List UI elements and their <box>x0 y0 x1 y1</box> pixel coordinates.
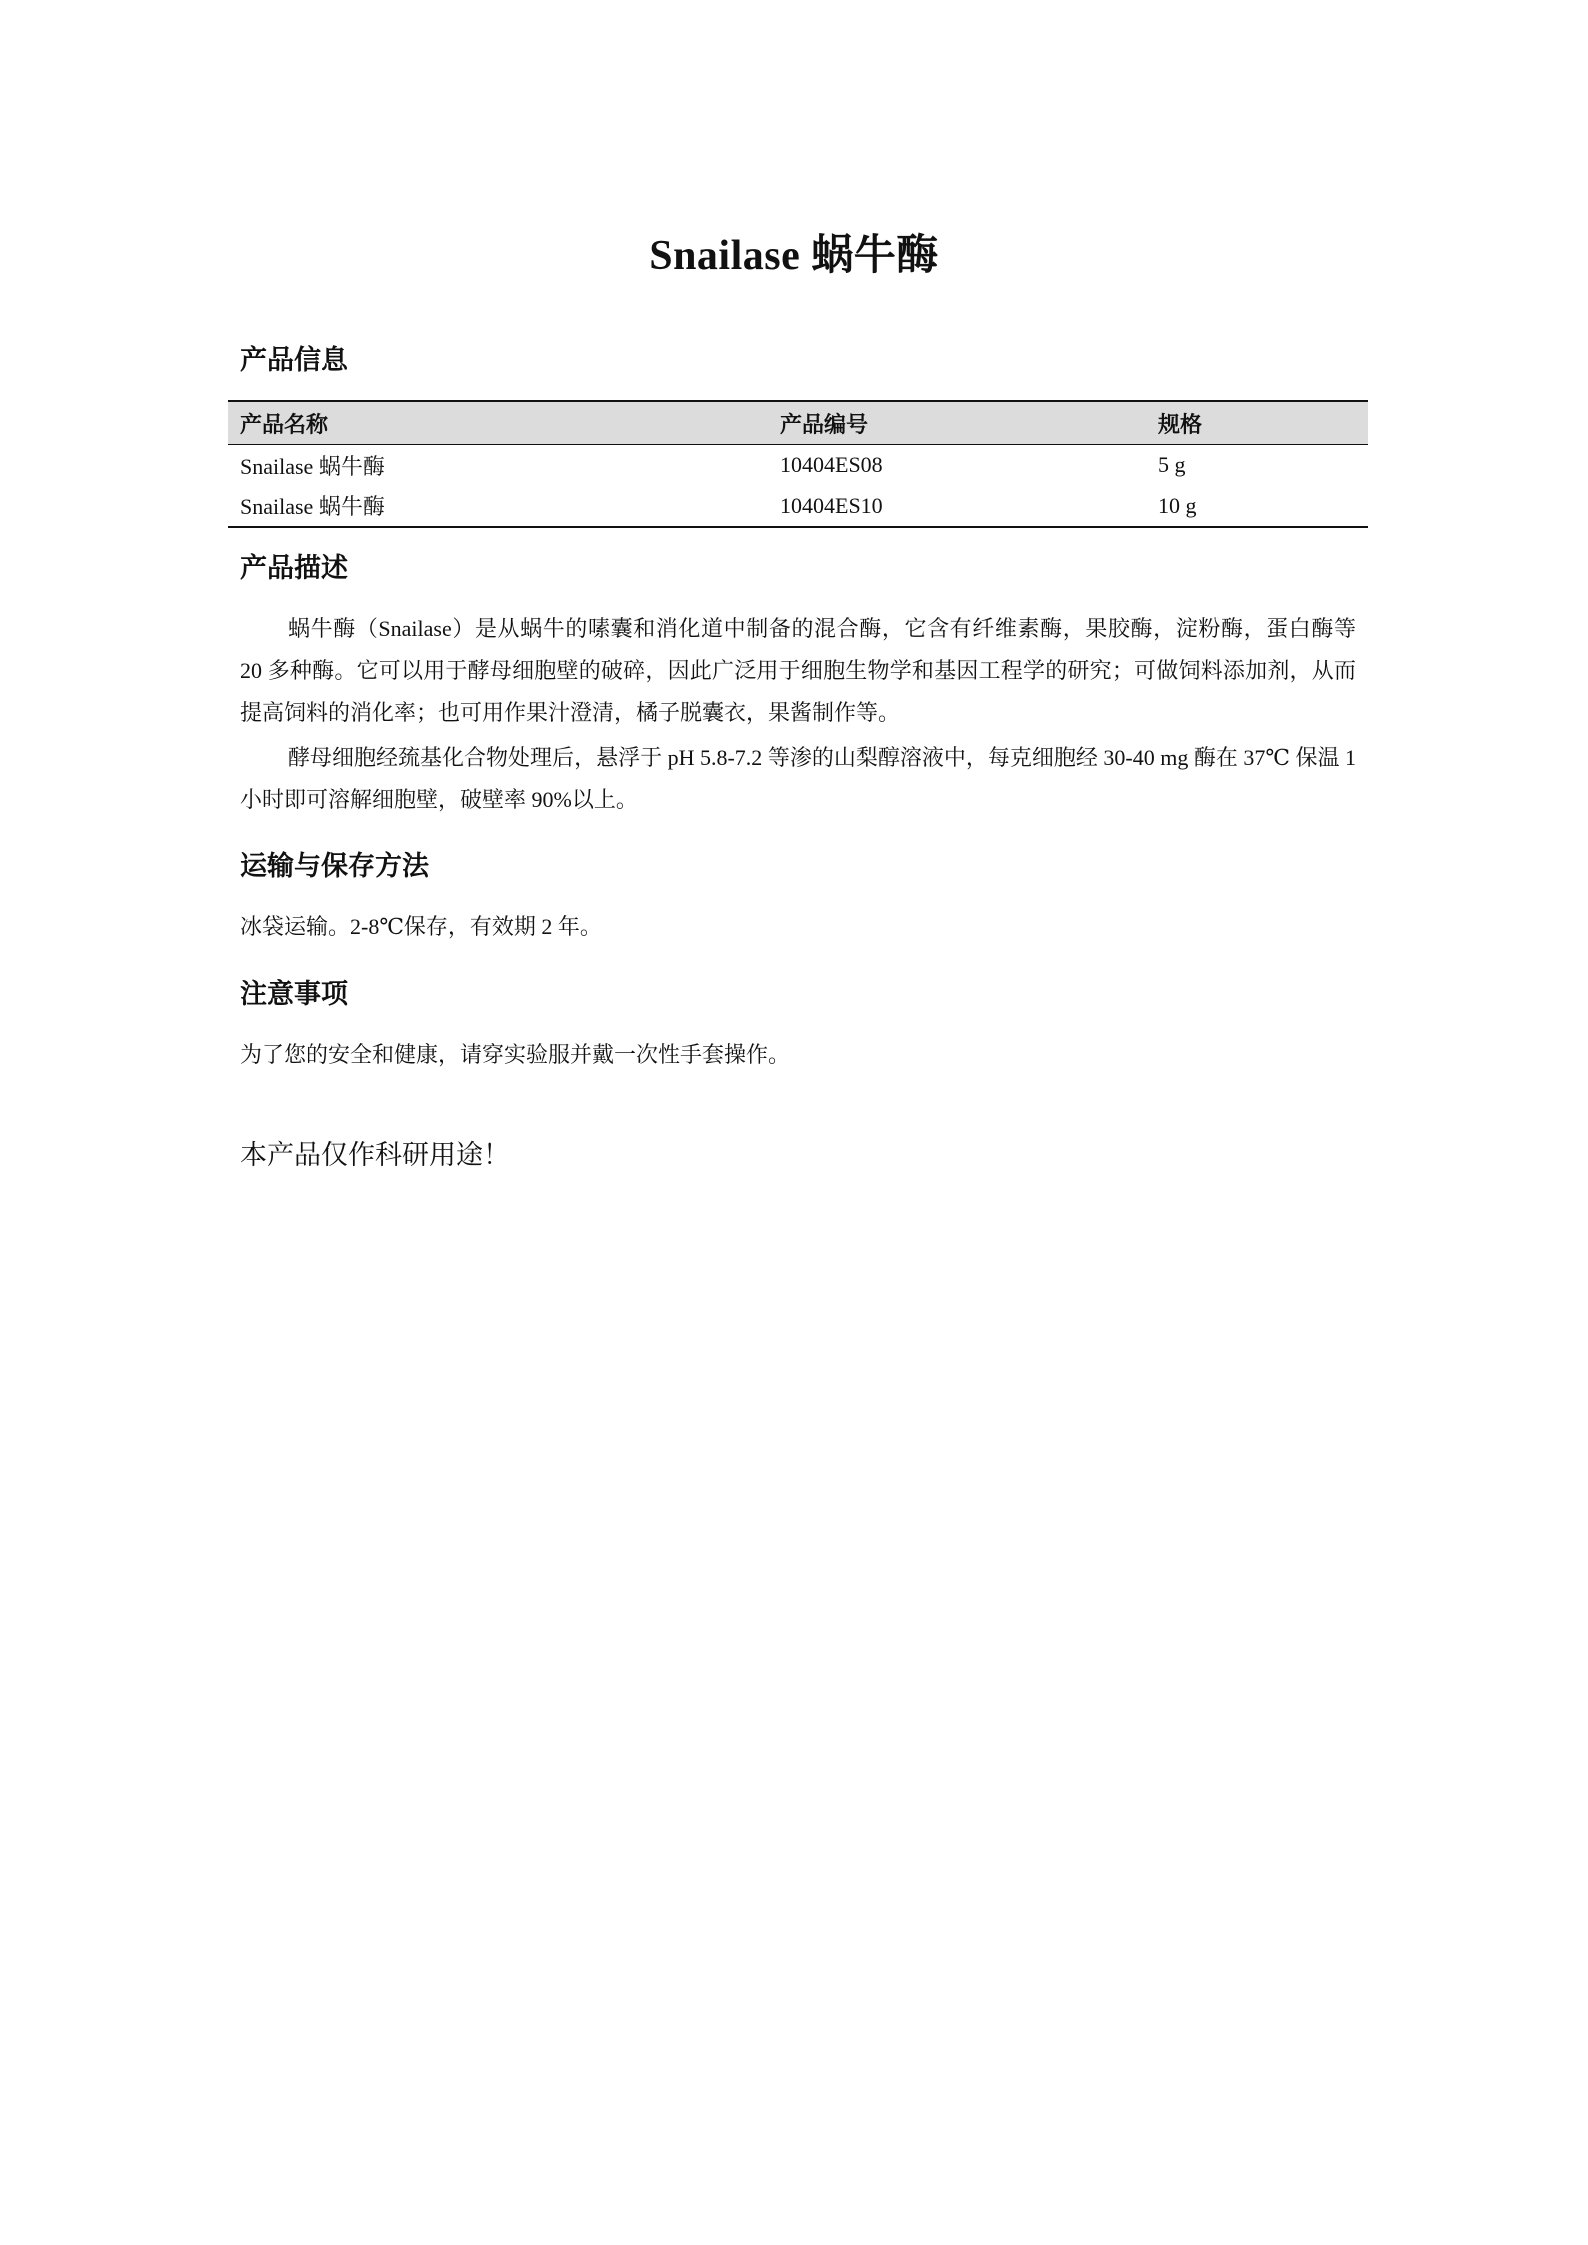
header-spec: 规格 <box>1158 411 1203 437</box>
table-row <box>228 445 1368 486</box>
description-paragraph-2: 酵母细胞经巯基化合物处理后，悬浮于 pH 5.8-7.2 等渗的山梨醇溶液中，每克细胞经 30-40 mg 酶在 37℃ 保温 1 小时即可溶解细胞壁，破壁率 90%以上。 <box>240 745 1356 812</box>
document-title: Snailase 蜗牛酶 <box>649 233 939 279</box>
research-use-only-note: 本产品仅作科研用途！ <box>240 1140 510 1170</box>
cell-product-code: 10404ES08 <box>780 452 883 478</box>
storage-heading: 运输与保存方法 <box>240 851 429 881</box>
cell-product-code: 10404ES10 <box>780 492 883 518</box>
product-table <box>228 400 1368 528</box>
table-header-row <box>228 401 1368 445</box>
notes-text: 为了您的安全和健康，请穿实验服并戴一次性手套操作。 <box>240 1042 791 1067</box>
notes-heading: 注意事项 <box>240 979 348 1009</box>
table-row <box>228 486 1368 527</box>
header-product-name: 产品名称 <box>240 411 329 437</box>
storage-text: 冰袋运输。2-8℃保存，有效期 2 年。 <box>240 914 602 939</box>
cell-spec: 10 g <box>1158 492 1197 518</box>
product-info-heading: 产品信息 <box>240 345 348 375</box>
cell-spec: 5 g <box>1158 452 1186 478</box>
description-paragraph-1: 蜗牛酶（Snailase）是从蜗牛的嗉囊和消化道中制备的混合酶，它含有纤维素酶，果胶酶，淀粉酶，蛋白酶等 20 多种酶。它可以用于酵母细胞壁的破碎，因此广泛用于细胞生物学和基因工程学的研究；可做饲料添加剂，从而提高饲料的消化率；也可用作果汁澄清，橘子脱囊衣，果酱制作等。 <box>240 616 1356 725</box>
header-product-code: 产品编号 <box>780 411 869 437</box>
description-heading: 产品描述 <box>240 553 348 583</box>
cell-product-name: Snailase 蜗牛酶 <box>240 453 385 479</box>
cell-product-name: Snailase 蜗牛酶 <box>240 494 385 519</box>
